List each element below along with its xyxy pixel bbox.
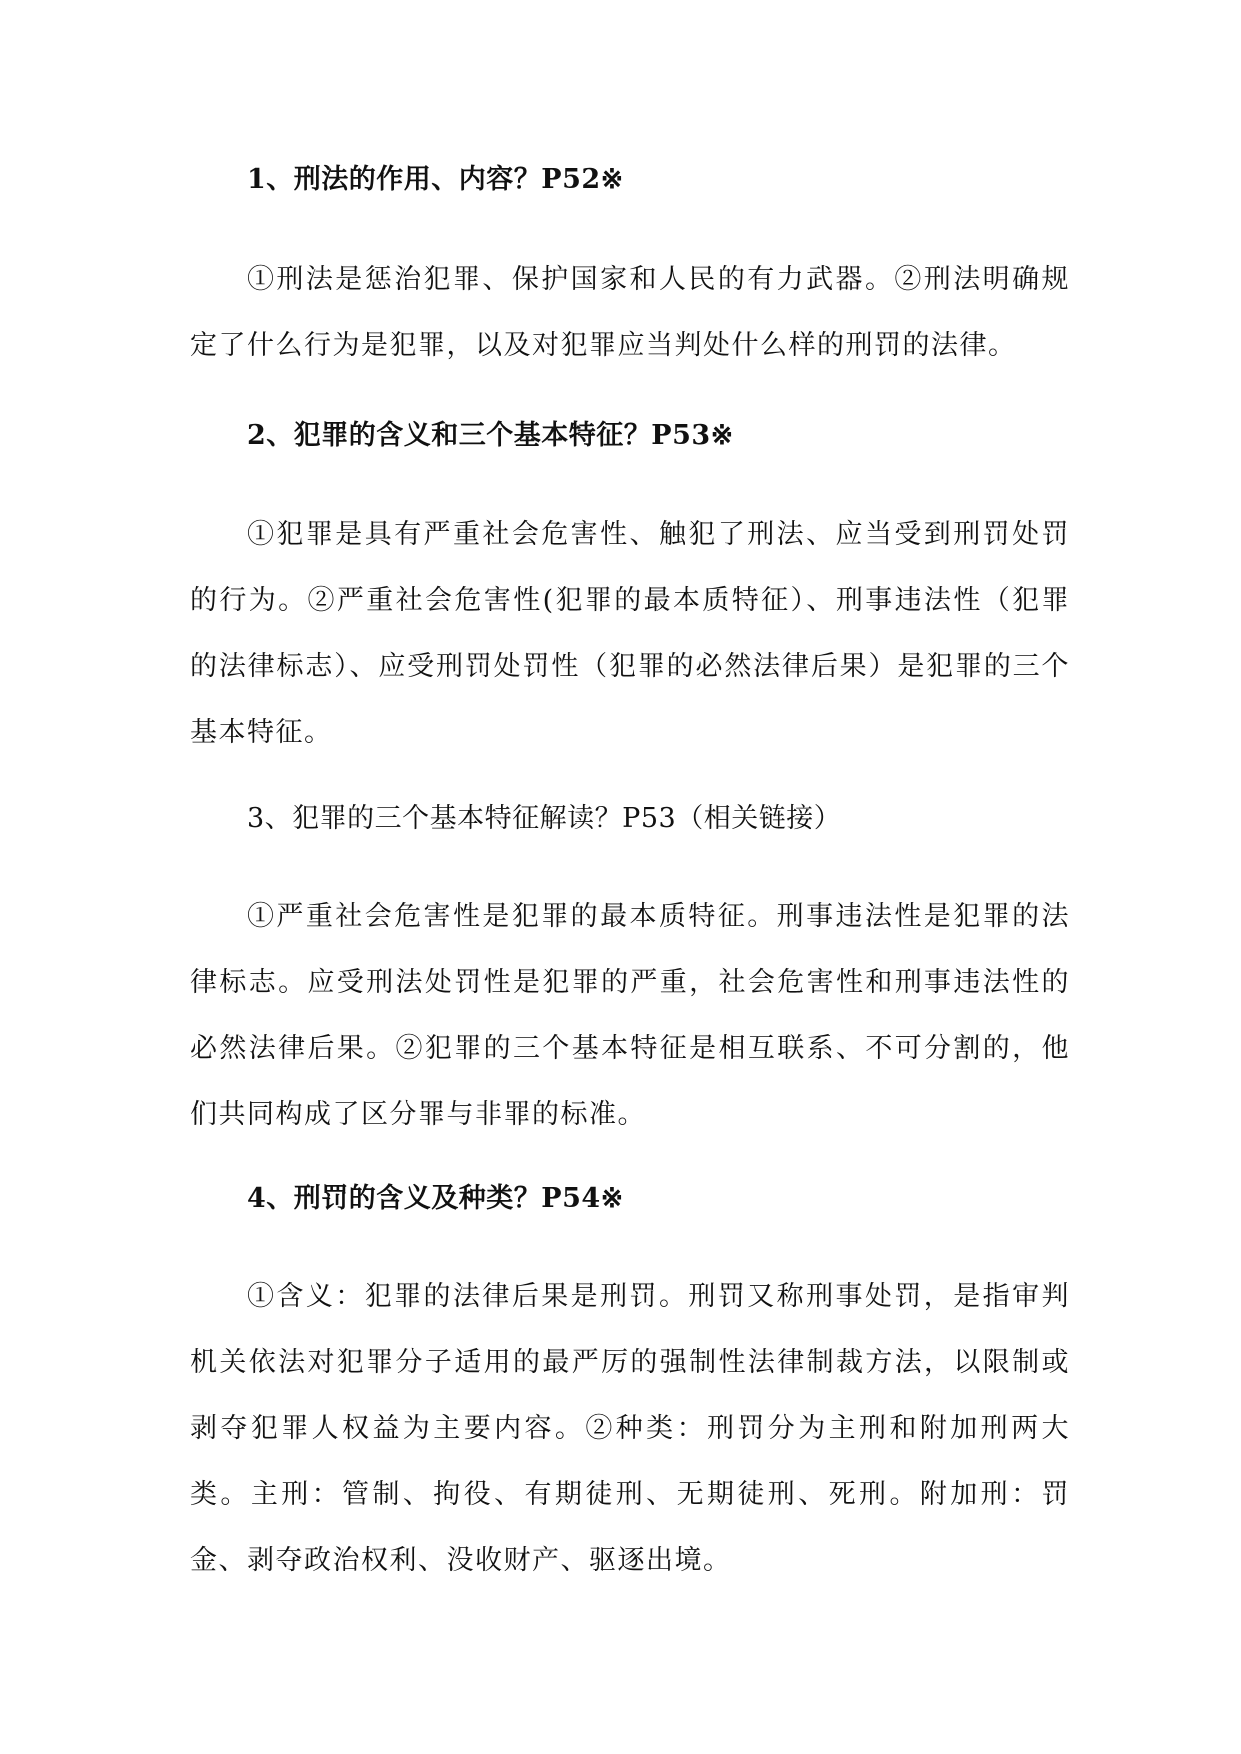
section-1-heading: 1、刑法的作用、内容？P52※ bbox=[247, 164, 624, 195]
section-2-body: ①犯罪是具有严重社会危害性、触犯了刑法、应当受到刑罚处罚的行为。②严重社会危害性(犯罪的最本质特征）、刑事违法性（犯罪的法律标志）、应受刑罚处罚性（犯罪的必然法律后果）是犯罪的三个基本特征。 bbox=[190, 519, 1070, 748]
section-3-body: ①严重社会危害性是犯罪的最本质特征。刑事违法性是犯罪的法律标志。应受刑法处罚性是犯罪的严重，社会危害性和刑事违法性的必然法律后果。②犯罪的三个基本特征是相互联系、不可分割的，他们共同构成了区分罪与非罪的标准。 bbox=[190, 901, 1070, 1130]
section-1-body: ①刑法是惩治犯罪、保护国家和人民的有力武器。②刑法明确规定了什么行为是犯罪，以及对犯罪应当判处什么样的刑罚的法律。 bbox=[190, 264, 1070, 361]
section-4-heading: 4、刑罚的含义及种类？P54※ bbox=[247, 1183, 624, 1214]
section-2-heading: 2、犯罪的含义和三个基本特征？P53※ bbox=[247, 420, 734, 451]
section-4-body: ①含义：犯罪的法律后果是刑罚。刑罚又称刑事处罚，是指审判机关依法对犯罪分子适用的最严厉的强制性法律制裁方法，以限制或剥夺犯罪人权益为主要内容。②种类：刑罚分为主刑和附加刑两大类。主刑：管制、拘役、有期徒刑、无期徒刑、死刑。附加刑：罚金、剥夺政治权利、没收财产、驱逐出境。 bbox=[190, 1281, 1070, 1576]
section-3-heading: 3、犯罪的三个基本特征解读？P53（相关链接） bbox=[247, 803, 842, 834]
